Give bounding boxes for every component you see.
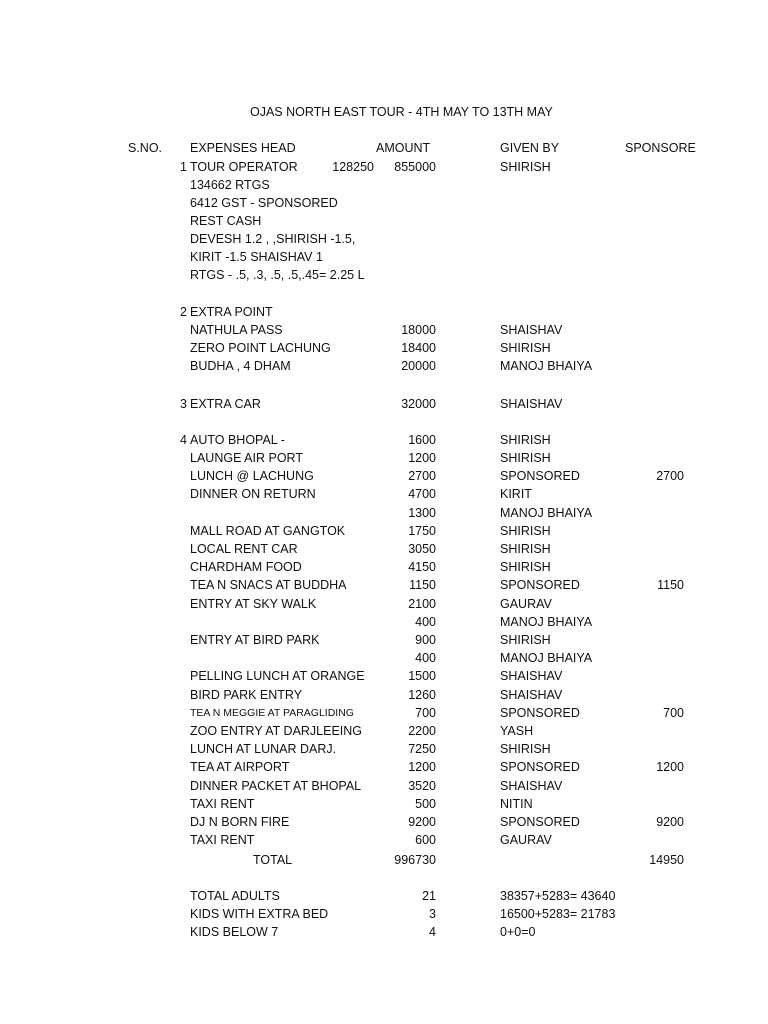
- row-head: LUNCH AT LUNAR DARJ.: [190, 742, 337, 756]
- row-amount: 20000: [401, 359, 436, 373]
- row-given-by: SHIRISH: [500, 524, 551, 538]
- row-given-by: SHIRISH: [500, 560, 551, 574]
- row-given-by: SHIRISH: [500, 542, 551, 556]
- page-title: OJAS NORTH EAST TOUR - 4TH MAY TO 13TH MAY: [250, 105, 553, 119]
- row-head: DINNER ON RETURN: [190, 487, 316, 501]
- row-sponsored: 700: [663, 706, 684, 720]
- row-amount: 855000: [394, 160, 436, 174]
- row-amount: 1500: [408, 669, 436, 683]
- row-head: DINNER PACKET AT BHOPAL: [190, 779, 362, 793]
- row-given-by: SHAISHAV: [500, 779, 563, 793]
- row-amount: 400: [415, 615, 436, 629]
- row-given-by: SHAISHAV: [500, 323, 563, 337]
- row-amount: 32000: [401, 397, 436, 411]
- row-sno: 1: [180, 160, 187, 174]
- row-given-by: NITIN: [500, 797, 533, 811]
- row-sno: 4: [180, 433, 187, 447]
- row-sponsored: 9200: [656, 815, 684, 829]
- row-head: ZERO POINT LACHUNG: [190, 341, 331, 355]
- row-given-by: GAURAV: [500, 833, 552, 847]
- summary-label: KIDS WITH EXTRA BED: [190, 907, 329, 921]
- row-head: TAXI RENT: [190, 833, 255, 847]
- header-sponsored: SPONSORE: [625, 141, 696, 155]
- row-given-by: KIRIT: [500, 487, 532, 501]
- summary-label: TOTAL ADULTS: [190, 889, 280, 903]
- note-line: RTGS - .5, .3, .5, .5,.45= 2.25 L: [190, 268, 365, 282]
- row-given-by: SPONSORED: [500, 815, 580, 829]
- row-given-by: SPONSORED: [500, 760, 580, 774]
- row-given-by: SPONSORED: [500, 469, 580, 483]
- row-head: TOUR OPERATOR: [190, 160, 298, 174]
- summary-calc: 0+0=0: [500, 925, 536, 939]
- row-amount: 9200: [408, 815, 436, 829]
- row-amount: 1200: [408, 760, 436, 774]
- row-head: EXTRA CAR: [190, 397, 261, 411]
- note-line: DEVESH 1.2 , ,SHIRISH -1.5,: [190, 232, 356, 246]
- row-given-by: SHAISHAV: [500, 669, 563, 683]
- row-amount: 2200: [408, 724, 436, 738]
- row-given-by: YASH: [500, 724, 534, 738]
- summary-calc: 16500+5283= 21783: [500, 907, 616, 921]
- row-given-by: SHIRISH: [500, 633, 551, 647]
- note-line: REST CASH: [190, 214, 262, 228]
- row-head: ENTRY AT BIRD PARK: [190, 633, 320, 647]
- row-given-by: MANOJ BHAIYA: [500, 615, 593, 629]
- row-head: CHARDHAM FOOD: [190, 560, 302, 574]
- row-amount: 4150: [408, 560, 436, 574]
- row-head: TEA N SNACS AT BUDDHA: [190, 578, 347, 592]
- row-given-by: SHAISHAV: [500, 397, 563, 411]
- row-head: ENTRY AT SKY WALK: [190, 597, 317, 611]
- row-given-by: GAURAV: [500, 597, 552, 611]
- header-expenses-head: EXPENSES HEAD: [190, 141, 296, 155]
- header-amount: AMOUNT: [376, 141, 431, 155]
- row-head: TEA N MEGGIE AT PARAGLIDING: [190, 707, 354, 719]
- row-amount: 700: [415, 706, 436, 720]
- summary-count: 3: [429, 907, 436, 921]
- row-given-by: SHIRISH: [500, 433, 551, 447]
- row-head: LOCAL RENT CAR: [190, 542, 298, 556]
- row-head: AUTO BHOPAL -: [190, 433, 285, 447]
- row-given-by: SPONSORED: [500, 706, 580, 720]
- header-given-by: GIVEN BY: [500, 141, 560, 155]
- row-sno: 2: [180, 305, 187, 319]
- total-label: TOTAL: [253, 853, 293, 867]
- row-given-by: MANOJ BHAIYA: [500, 359, 593, 373]
- row-sponsored: 2700: [656, 469, 684, 483]
- total-amount: 996730: [394, 853, 436, 867]
- row-head: BIRD PARK ENTRY: [190, 688, 303, 702]
- note-line: 134662 RTGS: [190, 178, 270, 192]
- row-amount: 18000: [401, 323, 436, 337]
- row-amount: 900: [415, 633, 436, 647]
- row-head: TAXI RENT: [190, 797, 255, 811]
- row-amount: 18400: [401, 341, 436, 355]
- row-given-by: SHAISHAV: [500, 688, 563, 702]
- row-amount: 7250: [408, 742, 436, 756]
- header-sno: S.NO.: [128, 141, 163, 155]
- row-amount: 400: [415, 651, 436, 665]
- row-head: LUNCH @ LACHUNG: [190, 469, 314, 483]
- row-amount: 2700: [408, 469, 436, 483]
- total-sponsored: 14950: [649, 853, 684, 867]
- row-given-by: SHIRISH: [500, 742, 551, 756]
- summary-label: KIDS BELOW 7: [190, 925, 279, 939]
- row-amount: 1260: [408, 688, 436, 702]
- row-amount: 600: [415, 833, 436, 847]
- summary-count: 4: [429, 925, 436, 939]
- row-amount: 3520: [408, 779, 436, 793]
- row-amount: 500: [415, 797, 436, 811]
- row-head: EXTRA POINT: [190, 305, 273, 319]
- row-sub-amount: 128250: [332, 160, 374, 174]
- row-amount: 1150: [409, 578, 436, 592]
- row-sponsored: 1150: [657, 578, 684, 592]
- row-head: ZOO ENTRY AT DARJLEEING: [190, 724, 363, 738]
- row-amount: 1600: [408, 433, 436, 447]
- row-amount: 1300: [408, 506, 436, 520]
- row-amount: 1750: [408, 524, 436, 538]
- row-head: BUDHA , 4 DHAM: [190, 359, 291, 373]
- note-line: KIRIT -1.5 SHAISHAV 1: [190, 250, 323, 264]
- summary-calc: 38357+5283= 43640: [500, 889, 616, 903]
- row-amount: 3050: [408, 542, 436, 556]
- row-head: PELLING LUNCH AT ORANGE: [190, 669, 365, 683]
- row-head: NATHULA PASS: [190, 323, 283, 337]
- row-sponsored: 1200: [656, 760, 684, 774]
- row-amount: 4700: [408, 487, 436, 501]
- row-given-by: SHIRISH: [500, 160, 551, 174]
- row-head: MALL ROAD AT GANGTOK: [190, 524, 346, 538]
- summary-count: 21: [422, 889, 436, 903]
- note-line: 6412 GST - SPONSORED: [190, 196, 338, 210]
- row-given-by: SPONSORED: [500, 578, 580, 592]
- row-sno: 3: [180, 397, 187, 411]
- row-amount: 2100: [408, 597, 436, 611]
- row-given-by: MANOJ BHAIYA: [500, 506, 593, 520]
- row-head: TEA AT AIRPORT: [190, 760, 290, 774]
- row-amount: 1200: [408, 451, 436, 465]
- row-given-by: SHIRISH: [500, 451, 551, 465]
- row-given-by: MANOJ BHAIYA: [500, 651, 593, 665]
- row-given-by: SHIRISH: [500, 341, 551, 355]
- row-head: LAUNGE AIR PORT: [190, 451, 303, 465]
- row-head: DJ N BORN FIRE: [190, 815, 290, 829]
